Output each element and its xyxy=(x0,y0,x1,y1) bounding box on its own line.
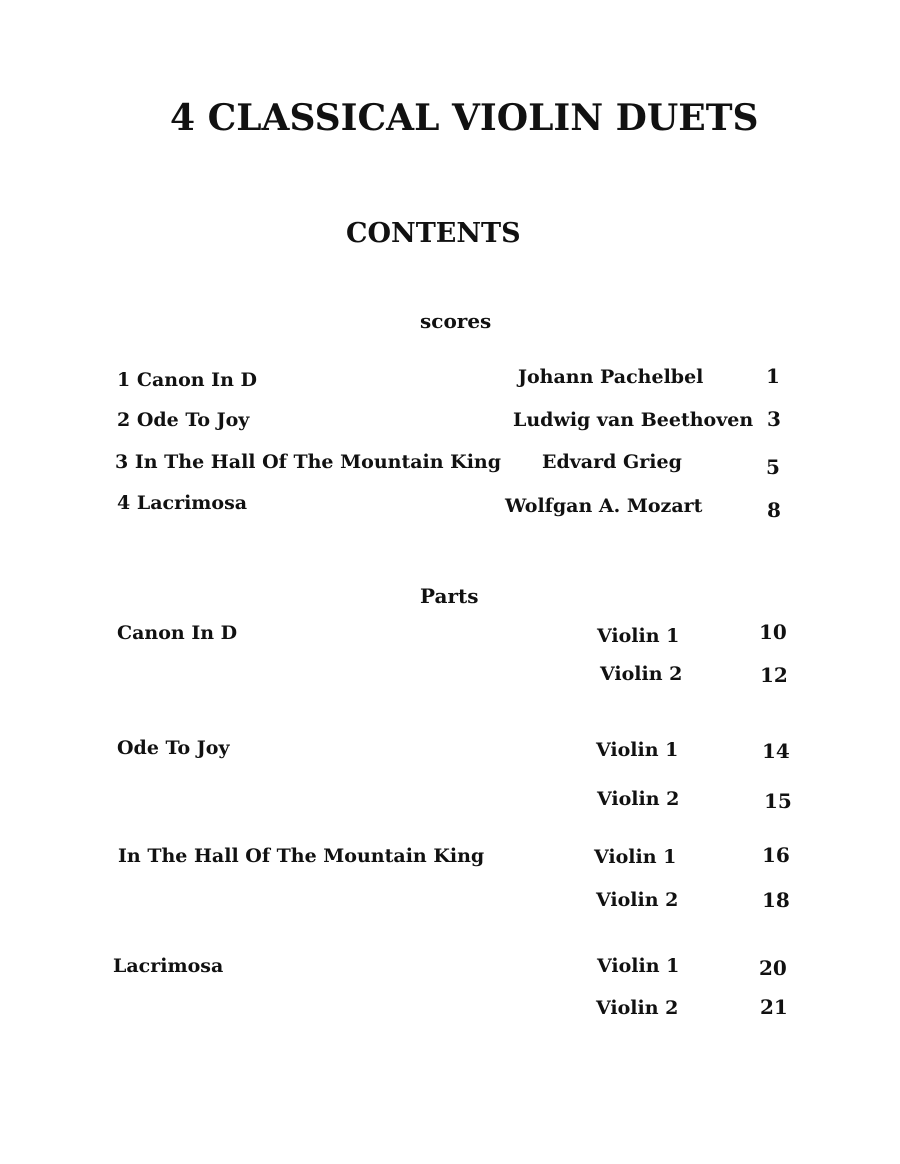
part-name: Violin 2 xyxy=(597,788,680,810)
score-title: 3 In The Hall Of The Mountain King xyxy=(115,451,502,473)
score-composer: Edvard Grieg xyxy=(542,451,682,473)
part-name: Violin 1 xyxy=(597,955,680,977)
part-name: Violin 2 xyxy=(600,663,683,685)
score-page-number: 8 xyxy=(767,498,781,522)
part-name: Violin 1 xyxy=(596,739,679,761)
contents-heading: CONTENTS xyxy=(346,218,521,249)
scores-heading: scores xyxy=(420,309,492,333)
part-group-title: Lacrimosa xyxy=(113,955,224,977)
score-title: 2 Ode To Joy xyxy=(117,409,250,431)
score-page-number: 3 xyxy=(767,407,781,431)
part-group-title: Ode To Joy xyxy=(117,737,230,759)
parts-heading: Parts xyxy=(420,584,479,608)
part-name: Violin 2 xyxy=(596,997,679,1019)
part-page-number: 20 xyxy=(759,956,787,980)
part-name: Violin 1 xyxy=(597,625,680,647)
part-page-number: 16 xyxy=(762,843,790,867)
part-page-number: 12 xyxy=(760,663,788,687)
score-title: 4 Lacrimosa xyxy=(117,492,248,514)
part-group-title: In The Hall Of The Mountain King xyxy=(118,845,485,867)
part-page-number: 21 xyxy=(760,995,788,1019)
score-composer: Ludwig van Beethoven xyxy=(513,409,754,431)
part-page-number: 15 xyxy=(764,789,792,813)
page-title: 4 CLASSICAL VIOLIN DUETS xyxy=(170,97,759,139)
score-page-number: 1 xyxy=(766,364,780,388)
score-composer: Johann Pachelbel xyxy=(518,366,704,388)
part-page-number: 14 xyxy=(762,739,790,763)
part-page-number: 18 xyxy=(762,888,790,912)
score-composer: Wolfgan A. Mozart xyxy=(505,495,703,517)
part-name: Violin 1 xyxy=(594,846,677,868)
score-page-number: 5 xyxy=(766,455,780,479)
part-page-number: 10 xyxy=(759,620,787,644)
score-title: 1 Canon In D xyxy=(117,369,257,391)
part-name: Violin 2 xyxy=(596,889,679,911)
part-group-title: Canon In D xyxy=(117,622,238,644)
